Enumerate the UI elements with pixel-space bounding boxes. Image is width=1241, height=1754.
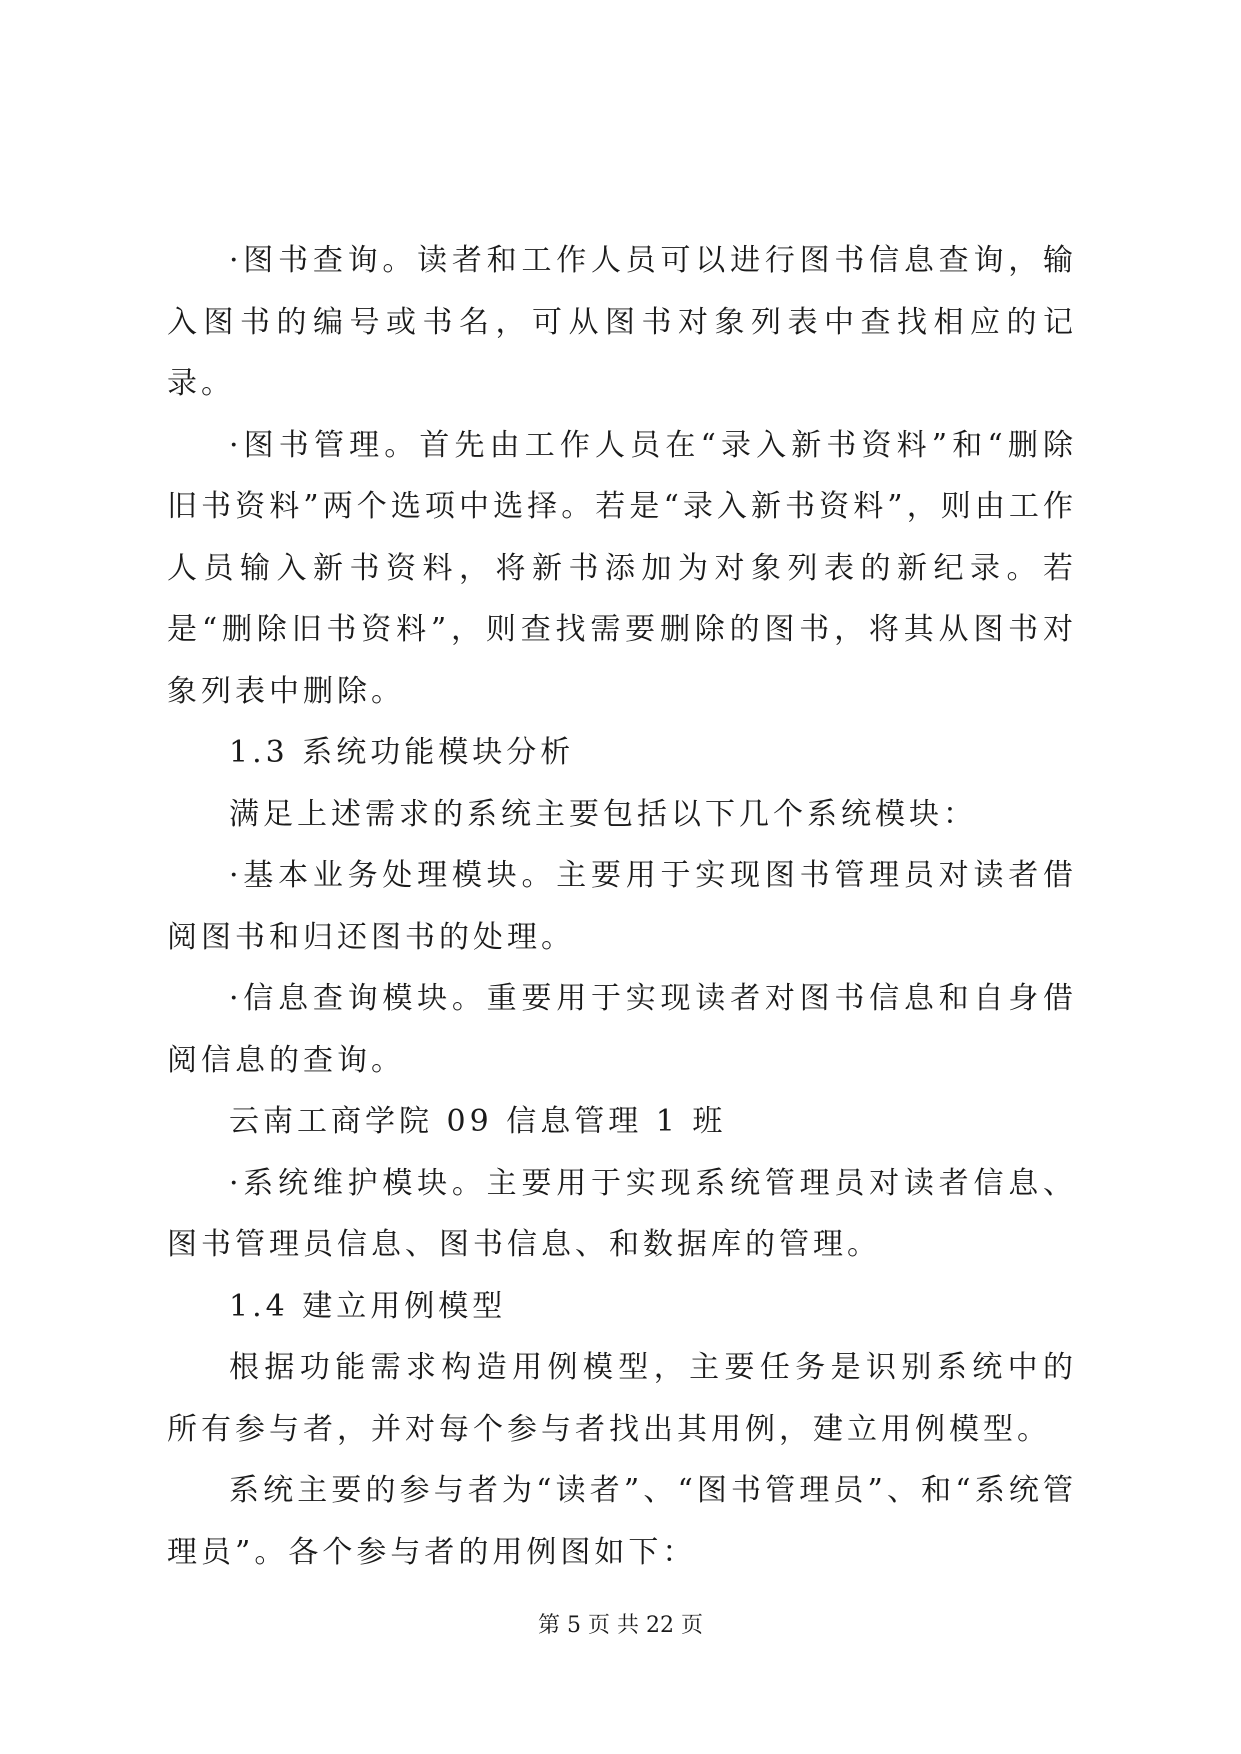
body-text [167,230,1077,1583]
paragraph-basic-business-module: ·基本业务处理模块。主要用于实现图书管理员对读者借阅图书和归还图书的处理。 [167,858,1077,955]
page-footer [0,1611,1241,1641]
paragraph-school-class: 云南工商学院 09 信息管理 1 班 [229,1104,727,1139]
section-heading-1-4: 1.4 建立用例模型 [229,1288,507,1324]
paragraph-book-management: ·图书管理。首先由工作人员在“录入新书资料”和“删除旧书资料”两个选项中选择。若是“录入新书资料”，则由工作人员输入新书资料，将新书添加为对象列表的新纪录。若是“删除旧书资料”，则查找需要删除的图书，将其从图书对象列表中删除。 [167,427,1077,709]
paragraph-use-case-model: 根据功能需求构造用例模型，主要任务是识别系统中的所有参与者，并对每个参与者找出其用例，建立用例模型。 [167,1350,1077,1447]
paragraph-participants: 系统主要的参与者为“读者”、“图书管理员”、和“系统管理员”。各个参与者的用例图如下： [167,1473,1077,1570]
paragraph-system-maintenance-module: ·系统维护模块。主要用于实现系统管理员对读者信息、图书管理员信息、图书信息、和数据库的管理。 [167,1165,1077,1262]
paragraph-info-query-module: ·信息查询模块。重要用于实现读者对图书信息和自身借阅信息的查询。 [167,981,1077,1078]
page-number: 第 5 页 共 22 页 [538,1613,703,1638]
paragraph-modules-intro: 满足上述需求的系统主要包括以下几个系统模块： [229,796,977,832]
section-heading-1-3: 1.3 系统功能模块分析 [229,735,575,770]
paragraph-book-query: ·图书查询。读者和工作人员可以进行图书信息查询，输入图书的编号或书名，可从图书对象列表中查找相应的记录。 [167,243,1077,401]
